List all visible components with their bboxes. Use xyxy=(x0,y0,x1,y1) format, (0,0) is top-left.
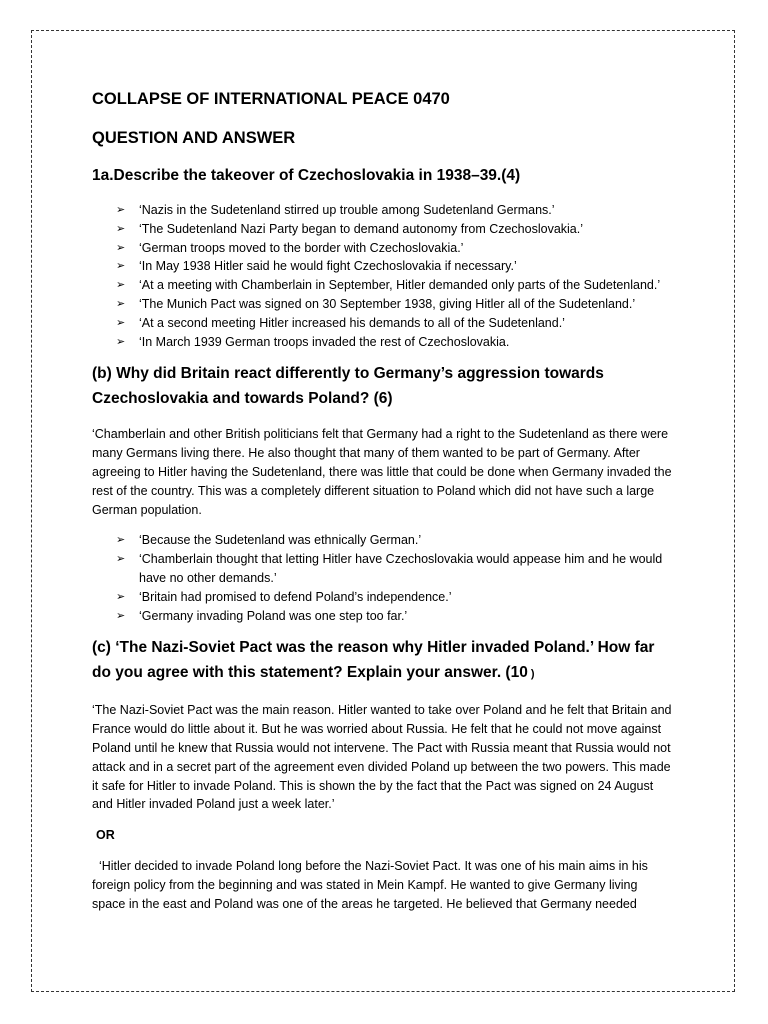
question-1b: (b) Why did Britain react differently to Germany’s aggression towards Czechoslovakia and towards Poland? (6) xyxy=(92,365,604,408)
arrowhead-bullet-icon: ➢ xyxy=(116,534,126,547)
arrowhead-bullet-icon: ➢ xyxy=(116,279,126,292)
arrowhead-bullet-icon: ➢ xyxy=(116,241,126,254)
list-item-text: ‘In March 1939 German troops invaded the rest of Czechoslovakia. xyxy=(139,334,510,349)
list-item xyxy=(116,276,674,295)
arrowhead-bullet-icon: ➢ xyxy=(116,222,126,235)
answer-paragraph-1c-second: ‘Hitler decided to invade Poland long before the Nazi-Soviet Pact. It was one of his main aims in his foreign policy from the beginning and was stated in Mein Kampf. He wanted to give Germany living space in the east and Poland was one of the areas he targeted. He believed that Germany needed xyxy=(92,858,652,911)
answer-paragraph-1c-first: ‘The Nazi-Soviet Pact was the main reason. Hitler wanted to take over Poland and he felt that Britain and France would do little about it. But he was worried about Russia. He felt that he could not move against Poland until he knew that Russia would not intervene. The Pact with Russia meant that Russia would not attack and in a secret part of the agreement even divided Poland up between the two powers. This made it safe for Hitler to invade Poland. This is shown the by the fact that the Pact was signed on 24 August and Hitler invaded Poland just a week later.’ xyxy=(92,703,672,812)
list-item xyxy=(116,531,674,550)
list-item xyxy=(116,314,674,333)
list-item xyxy=(116,257,674,276)
list-item xyxy=(116,333,674,352)
arrowhead-bullet-icon: ➢ xyxy=(116,335,126,348)
arrowhead-bullet-icon: ➢ xyxy=(116,553,126,566)
list-item xyxy=(116,607,674,626)
list-item-text: ‘Britain had promised to defend Poland’s independence.’ xyxy=(139,589,452,604)
question-1a: 1a.Describe the takeover of Czechoslovakia in 1938–39.(4) xyxy=(92,167,521,184)
answer-list-1b xyxy=(92,531,674,625)
arrowhead-bullet-icon: ➢ xyxy=(116,204,126,216)
or-label: OR xyxy=(96,828,115,843)
list-item-text: ‘Because the Sudetenland was ethnically German.’ xyxy=(139,533,422,548)
document-body xyxy=(92,88,674,925)
question-1c-text: (c) ‘The Nazi-Soviet Pact was the reason why Hitler invaded Poland.’ How far do you agree with this statement? Explain your answer. (10 xyxy=(92,639,655,682)
list-item-text: ‘At a meeting with Chamberlain in September, Hitler demanded only parts of the Sudetenland.’ xyxy=(139,278,661,293)
arrowhead-bullet-icon: ➢ xyxy=(116,297,126,310)
arrowhead-bullet-icon: ➢ xyxy=(116,609,126,622)
list-item-text: ‘In May 1938 Hitler said he would fight Czechoslovakia if necessary.’ xyxy=(139,259,517,274)
list-item xyxy=(116,588,674,607)
list-item-text: ‘German troops moved to the border with Czechoslovakia.’ xyxy=(139,240,464,255)
list-item-text: ‘Nazis in the Sudetenland stirred up trouble among Sudetenland Germans.’ xyxy=(139,203,555,217)
list-item-text: ‘Chamberlain thought that letting Hitler have Czechoslovakia would appease him and he would have no other demands.’ xyxy=(139,552,663,585)
list-item xyxy=(116,201,674,220)
document-subtitle: QUESTION AND ANSWER xyxy=(92,129,296,147)
list-item-text: ‘The Munich Pact was signed on 30 September 1938, giving Hitler all of the Sudetenland.’ xyxy=(139,296,636,311)
arrowhead-bullet-icon: ➢ xyxy=(116,316,126,329)
document-title: COLLAPSE OF INTERNATIONAL PEACE 0470 xyxy=(92,90,450,108)
list-item-text: ‘At a second meeting Hitler increased his demands to all of the Sudetenland.’ xyxy=(139,315,565,330)
arrowhead-bullet-icon: ➢ xyxy=(116,590,126,603)
list-item-text: ‘The Sudetenland Nazi Party began to demand autonomy from Czechoslovakia.’ xyxy=(139,221,584,236)
question-1c-paren: ) xyxy=(527,668,535,681)
answer-list-1a xyxy=(92,201,674,351)
list-item-text: ‘Germany invading Poland was one step too far.’ xyxy=(139,608,408,623)
answer-paragraph-1b: ‘Chamberlain and other British politicians felt that Germany had a right to the Sudetenland as there were many Germans living there. He also thought that many of them wanted to be part of Germany. After agreeing to Hitler having the Sudetenland, there was little that could be done when Germany invaded the rest of the country. This was a completely different situation to Poland which did not have such a large German population. xyxy=(92,427,672,517)
list-item xyxy=(116,295,674,314)
arrowhead-bullet-icon: ➢ xyxy=(116,260,126,273)
list-item xyxy=(116,550,674,588)
list-item xyxy=(116,239,674,258)
list-item xyxy=(116,220,674,239)
question-1c xyxy=(92,635,674,687)
